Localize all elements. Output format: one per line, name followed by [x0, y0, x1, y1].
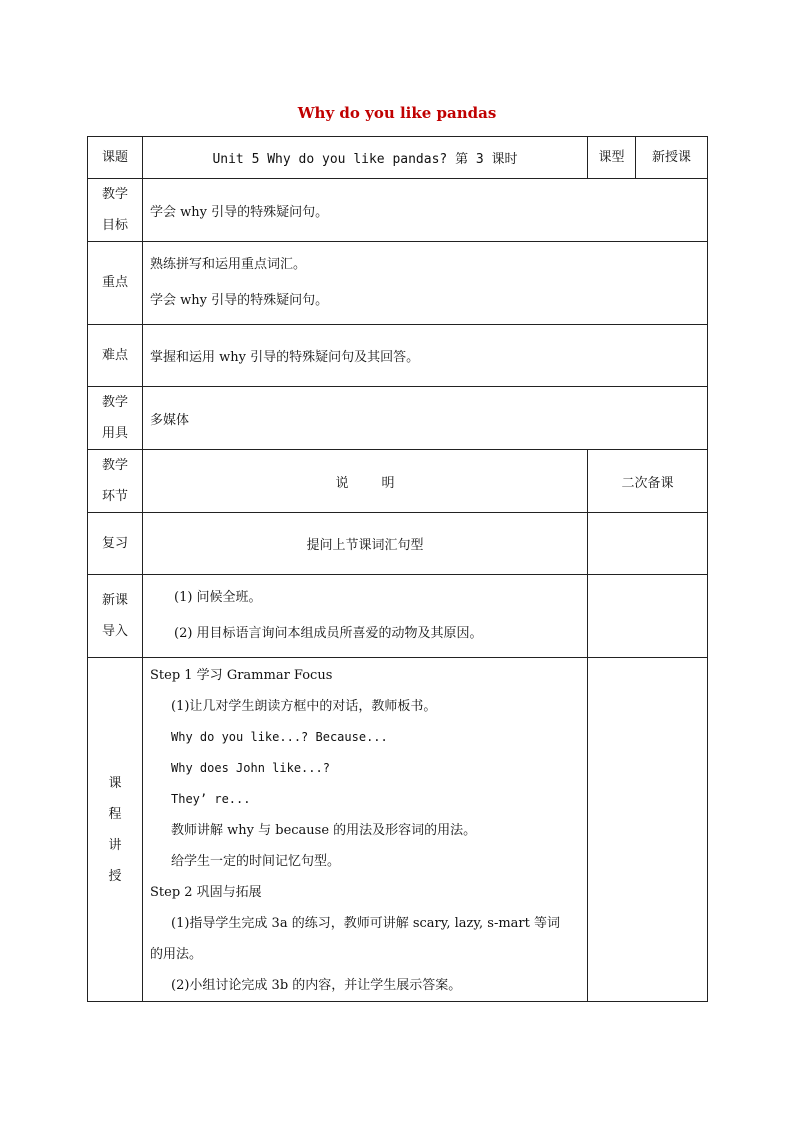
goals-label: 教学 目标 — [88, 179, 143, 242]
stages-explain-header: 说 明 — [143, 450, 588, 513]
row-tools — [88, 387, 708, 450]
row-goals — [88, 179, 708, 242]
key-points-label: 重点 — [88, 242, 143, 325]
goals-text: 学会 why 引导的特殊疑问句。 — [143, 179, 708, 242]
lesson-type-value: 新授课 — [636, 137, 708, 179]
intro-text: (1) 问候全班。 (2) 用目标语言询问本组成员所喜爱的动物及其原因。 — [143, 575, 588, 658]
intro-label: 新课 导入 — [88, 575, 143, 658]
row-key-points — [88, 242, 708, 325]
stages-label: 教学 环节 — [88, 450, 143, 513]
row-intro — [88, 575, 708, 658]
lesson-type-label: 课型 — [588, 137, 636, 179]
lecture-line: Why do you like...? Because... — [171, 730, 388, 744]
step-1-heading: Step 1 学习 Grammar Focus — [150, 668, 333, 683]
review-prep-cell — [588, 513, 708, 575]
lecture-label: 课 程 讲 授 — [88, 658, 143, 1002]
lecture-line: They’ re... — [171, 792, 251, 806]
stages-prep-header: 二次备课 — [588, 450, 708, 513]
lecture-line: 给学生一定的时间记忆句型。 — [171, 854, 341, 869]
lecture-prep-cell — [588, 658, 708, 1002]
difficulties-text: 掌握和运用 why 引导的特殊疑问句及其回答。 — [143, 325, 708, 387]
lecture-text — [143, 658, 588, 1002]
row-lecture — [88, 658, 708, 1002]
row-review — [88, 513, 708, 575]
topic-label: 课题 — [88, 137, 143, 179]
step-2-heading: Step 2 巩固与拓展 — [150, 885, 262, 900]
row-stages — [88, 450, 708, 513]
tools-text: 多媒体 — [143, 387, 708, 450]
lesson-plan-table — [87, 136, 708, 1002]
lecture-line: 的用法。 — [150, 947, 203, 962]
lecture-line: 教师讲解 why 与 because 的用法及形容词的用法。 — [171, 823, 477, 838]
key-points-text: 熟练拼写和运用重点词汇。 学会 why 引导的特殊疑问句。 — [143, 242, 708, 325]
lecture-line: (2)小组讨论完成 3b 的内容，并让学生展示答案。 — [171, 978, 462, 993]
review-text: 提问上节课词汇句型 — [143, 513, 588, 575]
lecture-line: Why does John like...? — [171, 761, 330, 775]
intro-prep-cell — [588, 575, 708, 658]
row-topic — [88, 137, 708, 179]
difficulties-label: 难点 — [88, 325, 143, 387]
topic-value: Unit 5 Why do you like pandas? 第 3 课时 — [143, 137, 588, 179]
review-label: 复习 — [88, 513, 143, 575]
tools-label: 教学 用具 — [88, 387, 143, 450]
lecture-line: (1)指导学生完成 3a 的练习，教师可讲解 scary, lazy, s-mart 等词 — [171, 916, 560, 931]
document-title: Why do you like pandas — [297, 104, 497, 122]
row-difficulties — [88, 325, 708, 387]
lecture-line: (1)让几对学生朗读方框中的对话，教师板书。 — [171, 699, 437, 714]
